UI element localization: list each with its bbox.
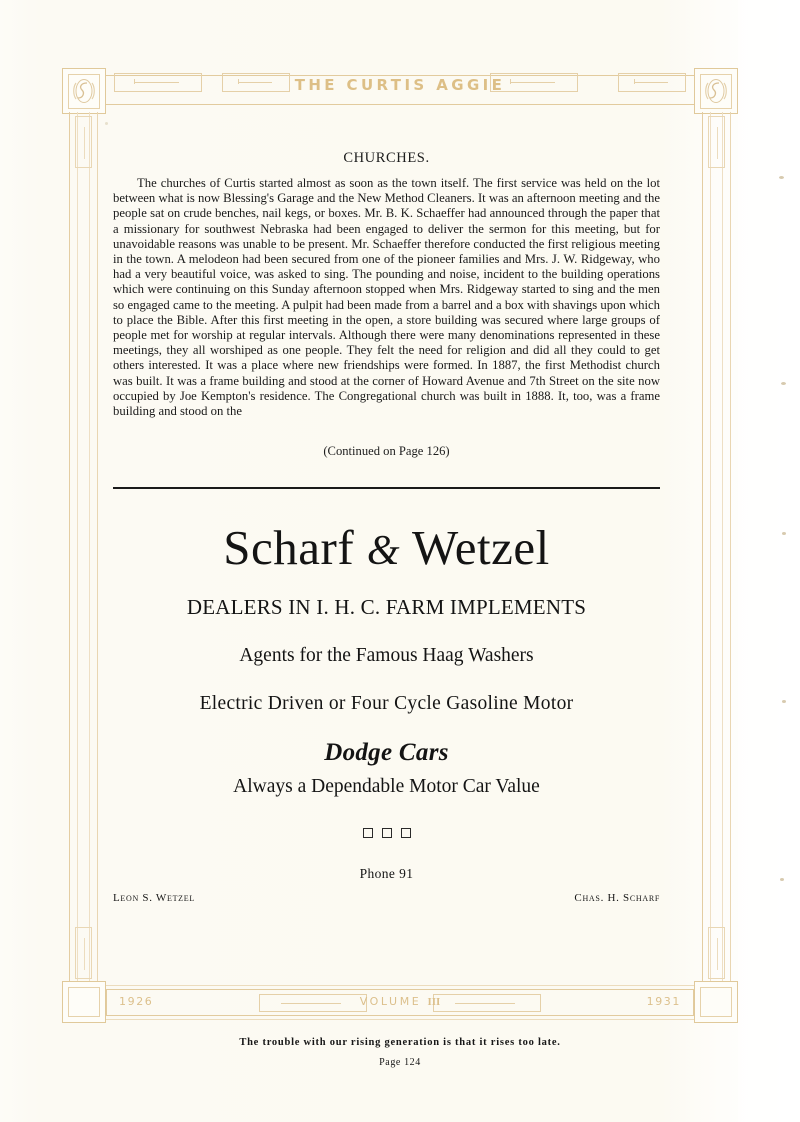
masthead-title: THE CURTIS AGGIE [294,76,506,94]
scan-speck [782,532,786,535]
scan-speck [780,878,784,881]
ad-tagline: Always a Dependable Motor Car Value [233,775,540,797]
volume-number: III [427,996,441,1008]
ad-principal-right: Chas. H. Scharf [574,891,660,904]
continued-notice: (Continued on Page 126) [323,444,450,459]
ad-name-part1: Scharf [223,520,355,576]
ad-agents-line: Agents for the Famous Haag Washers [239,644,534,666]
ad-business-name [113,520,660,576]
footer-quote: The trouble with our rising generation is that it rises too late. [239,1037,561,1048]
ad-principals [113,892,660,904]
ad-ampersand: & [366,528,401,575]
advertisement [113,522,660,903]
ad-motor-line: Electric Driven or Four Cycle Gasoline Motor [199,692,574,714]
ad-dodge-cars: Dodge Cars [324,738,449,766]
page-title: CHURCHES. [343,150,430,166]
scan-speck [782,700,786,703]
footer-page-number: Page 124 [379,1057,421,1068]
ad-phone: Phone 91 [359,865,414,881]
page-content [113,150,660,904]
scan-speck [105,122,108,125]
volume-label-text: VOLUME [359,995,422,1008]
ad-dealers-line: DEALERS IN I. H. C. FARM IMPLEMENTS [186,594,587,619]
scan-margin [738,0,800,1122]
volume-year-end: 1931 [646,995,681,1008]
article-text: The churches of Curtis started almost as soon as the town itself. The first service was held on the lot between what is now Blessing's Garage and the New Method Cleaners. It was an afternoon meeting and the people sat on crude benches, nail kegs, or boxes. Mr. B. K. Schaeffer had announced through the paper that a missionary for southwest Nebraska had been engaged to deliver the sermon for this meeting, but for unavoidable reasons was unable to be present. Mr. Schaeffer therefore conducted the first religious meeting in the town. A melodeon had been secured from one of the pioneer families and Mrs. J. W. Ridgeway, who had a very beautiful voice, was asked to sing. The pounding and noise, incident to the building operations which were continuing on this Sunday afternoon stopped when Mrs. Ridgeway started to sing and the men so engaged came to the meeting. A pulpit had been made from a barrel and a box with shavings upon which to place the Bible. After this first meeting in the open, a store building was secured where large groups of people met for worship at regular intervals. Although there were many denominations represented in these meetings, they all worshiped as one people. They felt the need for religion and did all they could to get others interested. It was a place where new friendships were formed. In 1887, the first Methodist church was built. It was a frame building and stood at the corner of Howard Avenue and 7th Street on the site now occupied by Joe Kempton's residence. The Congregational church was built in 1888. It, too, was a frame building and stood on the [113,176,660,419]
ornament-square [363,828,373,838]
section-divider [113,487,660,489]
scan-speck [781,382,786,385]
volume-year-start: 1926 [119,995,154,1008]
ornament-square [382,828,392,838]
ad-name-part2: Wetzel [411,520,550,576]
ad-principal-left: Leon S. Wetzel [113,891,195,904]
article-paragraph [113,176,660,419]
paragraph-indent [113,176,137,190]
scan-speck [779,176,784,179]
ornament-square [401,828,411,838]
ad-ornament-squares [113,828,660,838]
